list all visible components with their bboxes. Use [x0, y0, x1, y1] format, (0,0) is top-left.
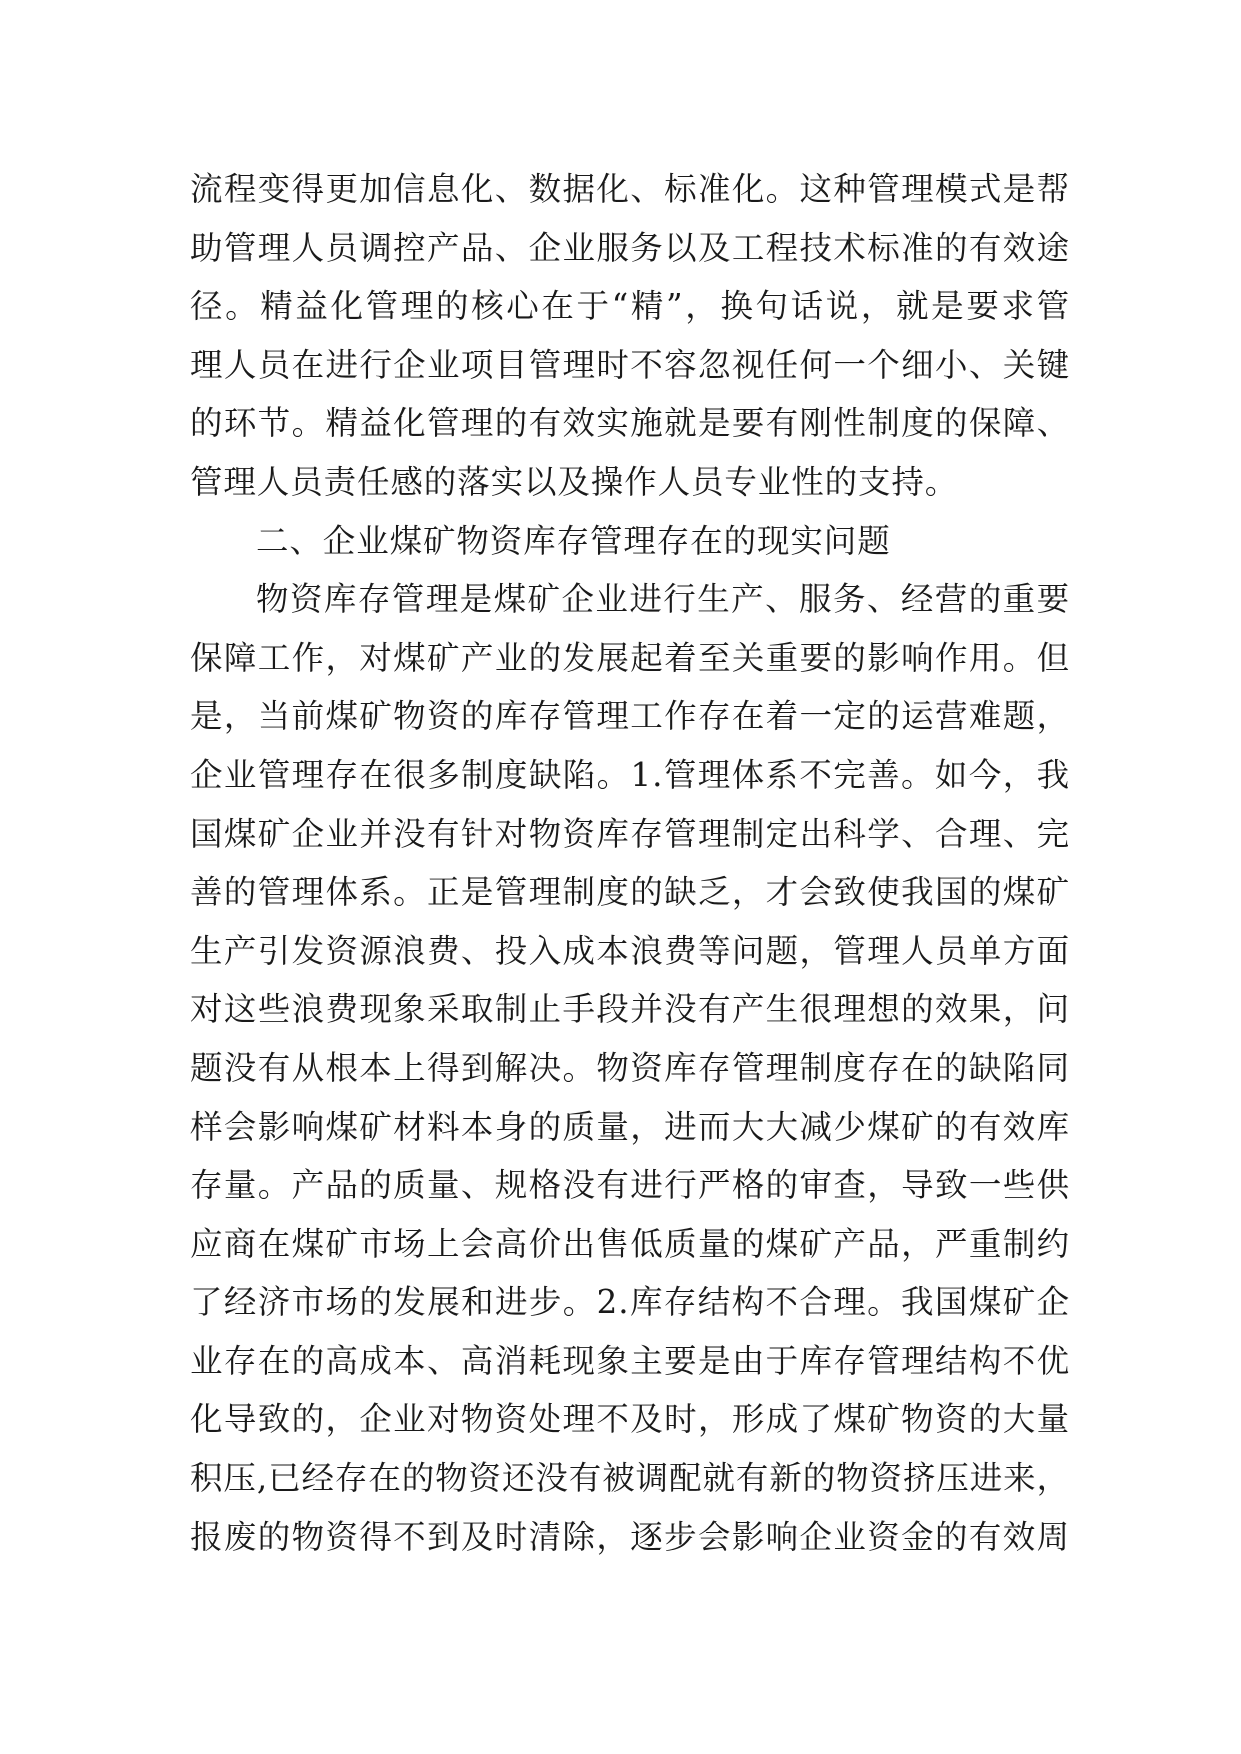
text-line: 径。精益化管理的核心在于“精”，换句话说，就是要求管: [190, 287, 1070, 326]
text-line: 助管理人员调控产品、企业服务以及工程技术标准的有效途: [190, 228, 1070, 267]
text-line: 了经济市场的发展和进步。2.库存结构不合理。我国煤矿企: [190, 1283, 1070, 1322]
text-line: 善的管理体系。正是管理制度的缺乏，才会致使我国的煤矿: [190, 873, 1070, 912]
text-line: 化导致的，企业对物资处理不及时，形成了煤矿物资的大量: [190, 1400, 1070, 1439]
body-text: [190, 160, 1070, 1566]
text-line: 存量。产品的质量、规格没有进行严格的审查，导致一些供: [190, 1166, 1070, 1205]
section-heading: 二、企业煤矿物资库存管理存在的现实问题: [256, 521, 891, 560]
text-line: 应商在煤矿市场上会高价出售低质量的煤矿产品，严重制约: [190, 1224, 1070, 1263]
text-line: 管理人员责任感的落实以及操作人员专业性的支持。: [190, 462, 959, 501]
text-line: 流程变得更加信息化、数据化、标准化。这种管理模式是帮: [190, 170, 1070, 208]
text-line: 是，当前煤矿物资的库存管理工作存在着一定的运营难题，: [190, 697, 1070, 736]
text-line: 对这些浪费现象采取制止手段并没有产生很理想的效果，问: [190, 990, 1070, 1029]
text-line: 企业管理存在很多制度缺陷。1.管理体系不完善。如今，我: [190, 755, 1070, 794]
text-line: 报废的物资得不到及时清除，逐步会影响企业资金的有效周: [190, 1517, 1070, 1556]
text-line: 理人员在进行企业项目管理时不容忽视任何一个细小、关键: [190, 345, 1070, 384]
text-line: 的环节。精益化管理的有效实施就是要有刚性制度的保障、: [190, 404, 1070, 443]
text-line: 业存在的高成本、高消耗现象主要是由于库存管理结构不优: [190, 1341, 1070, 1380]
text-line: 样会影响煤矿材料本身的质量，进而大大减少煤矿的有效库: [190, 1107, 1070, 1146]
text-line: 物资库存管理是煤矿企业进行生产、服务、经营的重要: [256, 580, 1070, 619]
text-line: 生产引发资源浪费、投入成本浪费等问题，管理人员单方面: [190, 931, 1070, 970]
text-line: 题没有从根本上得到解决。物资库存管理制度存在的缺陷同: [190, 1048, 1070, 1087]
text-line: 国煤矿企业并没有针对物资库存管理制定出科学、合理、完: [190, 814, 1070, 853]
text-line: 积压,已经存在的物资还没有被调配就有新的物资挤压进来，: [190, 1459, 1070, 1498]
text-line: 保障工作，对煤矿产业的发展起着至关重要的影响作用。但: [190, 638, 1070, 677]
